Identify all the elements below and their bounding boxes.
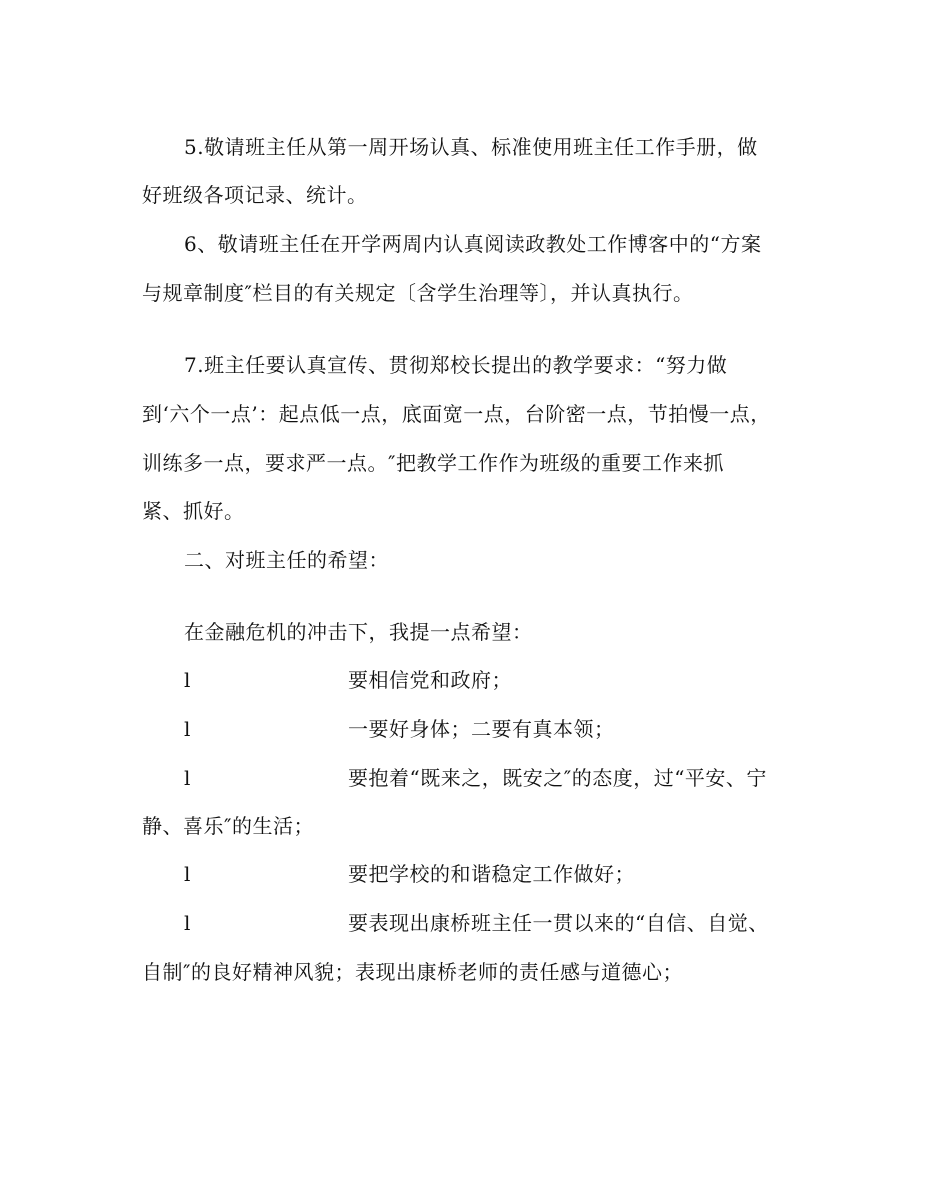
paragraph-7-line-1: 7.班主任要认真宣传、贯彻郑校长提出的教学要求：“努力做 <box>184 353 728 377</box>
hope-4-number: l <box>184 862 191 886</box>
hope-3-continuation: 静、喜乐″的生活； <box>142 814 314 838</box>
hope-5-continuation: 自制″的良好精神风貌；表现出康桥老师的责任感与道德心； <box>142 960 683 984</box>
section-2-heading: 二、对班主任的希望： <box>184 548 389 572</box>
paragraph-6-line-1: 6、敬请班主任在开学两周内认真阅读政教处工作博客中的“方案 <box>184 232 762 256</box>
paragraph-5-line-1: 5.敬请班主任从第一周开场认真、标准使用班主任工作手册，做 <box>184 135 758 159</box>
paragraph-5-line-2: 好班级各项记录、统计。 <box>142 183 368 207</box>
hope-1-text: 要相信党和政府； <box>348 668 512 692</box>
hope-1-number: l <box>184 668 191 692</box>
paragraph-7-line-4: 紧、抓好。 <box>142 499 245 523</box>
hope-5-text: 要表现出康桥班主任一贯以来的“自信、自觉、 <box>348 911 769 935</box>
paragraph-7-line-2: 到‘六个一点’：起点低一点，底面宽一点，台阶密一点，节拍慢一点， <box>142 402 771 426</box>
hope-4-text: 要把学校的和谐稳定工作做好； <box>348 862 635 886</box>
paragraph-7-line-3: 训练多一点，要求严一点。″把教学工作作为班级的重要工作来抓 <box>142 451 724 475</box>
hopes-intro: 在金融危机的冲击下，我提一点希望： <box>184 620 533 644</box>
hope-3-text: 要抱着“既来之，既安之″的态度，过“平安、宁 <box>348 766 767 790</box>
hope-5-number: l <box>184 911 191 935</box>
hope-2-text: 一要好身体；二要有真本领； <box>348 717 615 741</box>
paragraph-6-line-2: 与规章制度″栏目的有关规定〔含学生治理等〕，并认真执行。 <box>142 281 694 305</box>
hope-3-number: l <box>184 766 191 790</box>
hope-2-number: l <box>184 717 191 741</box>
